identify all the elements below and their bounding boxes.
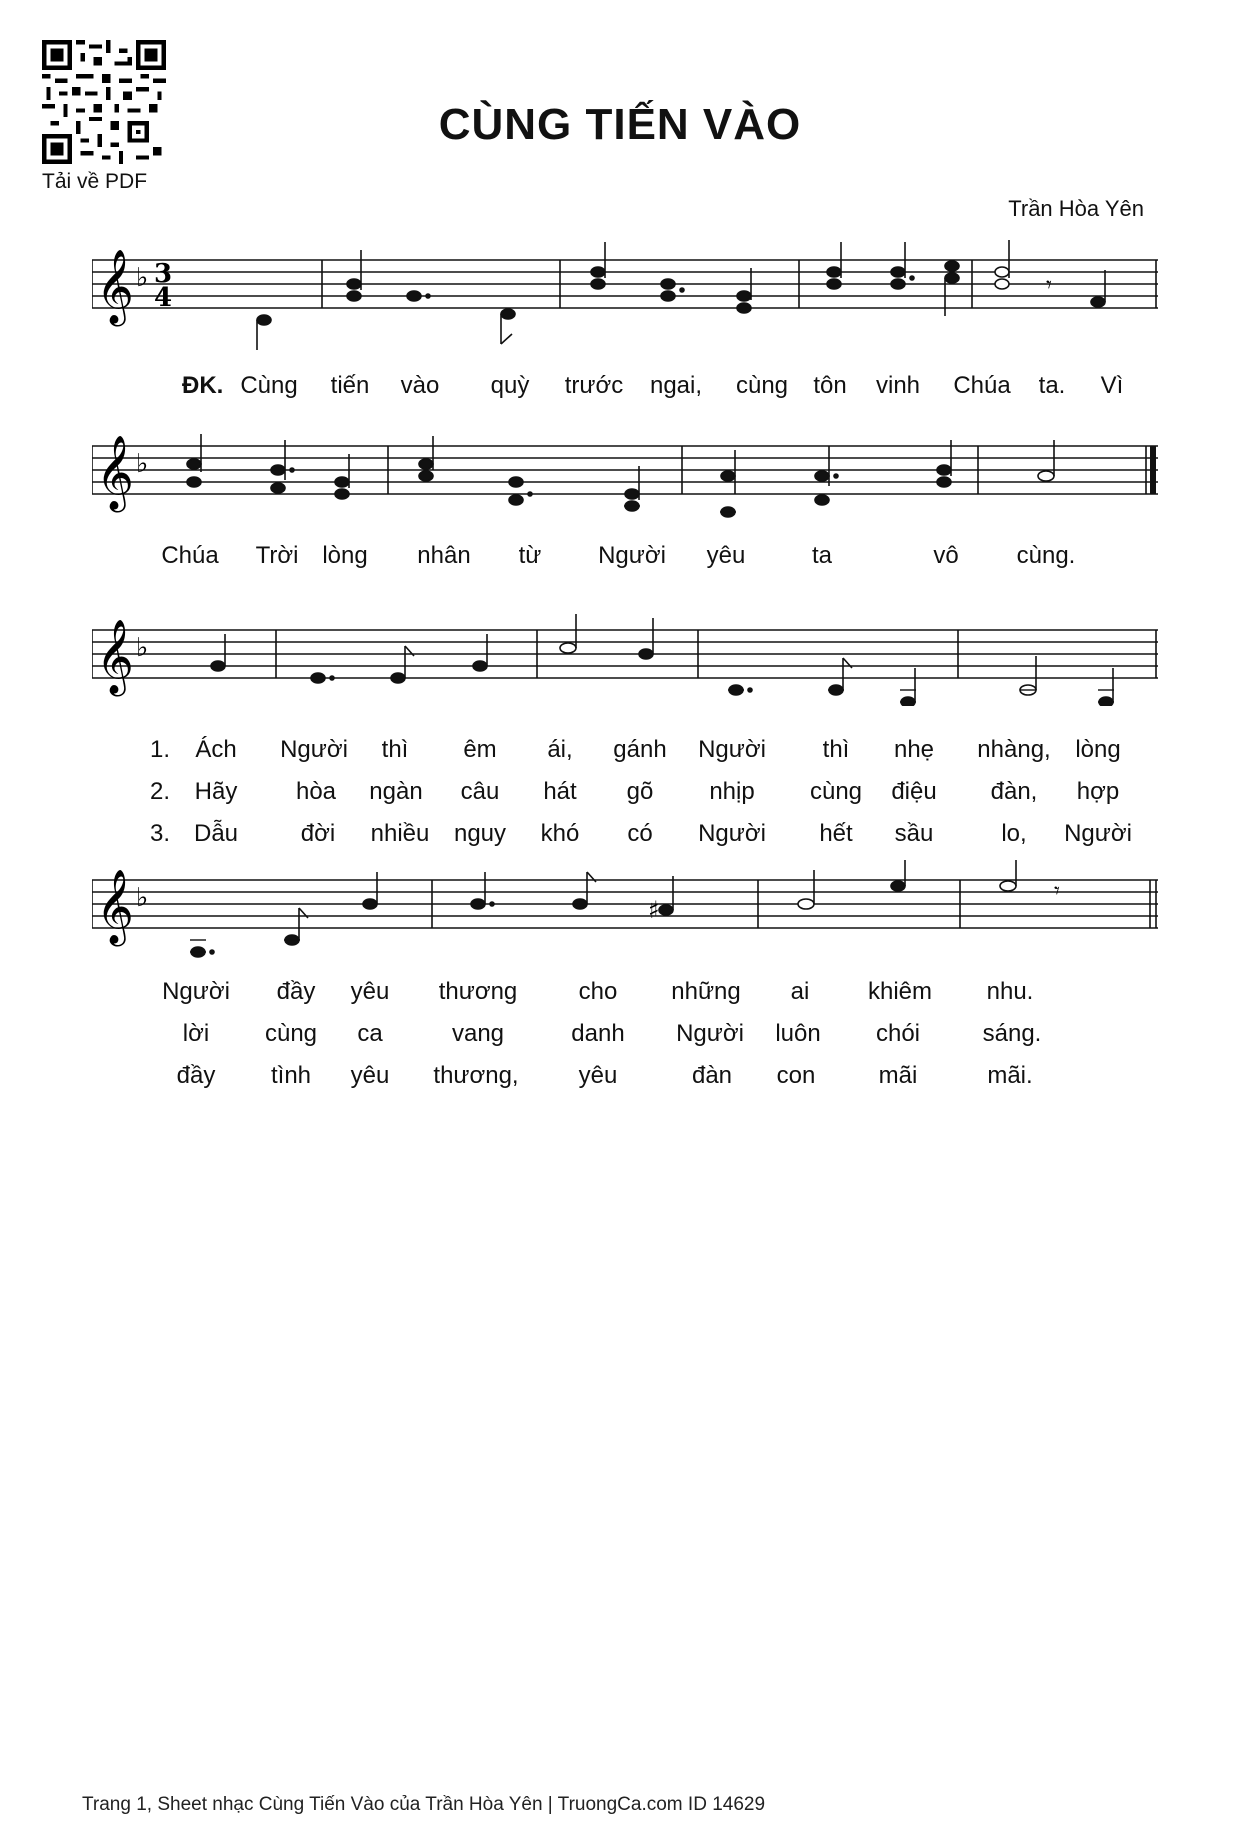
song-title: CÙNG TIẾN VÀO: [438, 100, 802, 149]
lyric-word: Trời: [255, 542, 299, 569]
verse-lyrics-2-line2: [0, 1020, 1240, 1050]
lyric-word: Người: [598, 542, 666, 569]
treble-clef: 𝄞: [96, 620, 134, 694]
lyric-word: lòng: [1075, 736, 1121, 763]
lyric-word: có: [627, 820, 653, 847]
verse-number: 2.: [149, 778, 171, 805]
lyric-word: yêu: [350, 978, 390, 1005]
download-pdf-label[interactable]: Tải về PDF: [42, 170, 148, 193]
lyric-word: cùng: [809, 778, 863, 805]
lyric-word: Chúa: [953, 372, 1011, 399]
treble-clef: 𝄞: [96, 250, 134, 324]
lyric-word: đàn: [691, 1062, 733, 1089]
treble-clef: 𝄞: [96, 436, 134, 510]
page-footer: Trang 1, Sheet nhạc Cùng Tiến Vào của Trần Hòa Yên | TruongCa.com ID 14629: [82, 1794, 766, 1815]
treble-clef: 𝄞: [96, 870, 134, 944]
sharp-sign: ♯: [648, 896, 660, 924]
lyric-word: thương: [438, 978, 518, 1005]
lyric-word: nhiều: [370, 820, 430, 847]
lyric-word: chói: [875, 1020, 921, 1047]
verse-number: 3.: [149, 820, 171, 847]
lyric-word: lời: [182, 1020, 210, 1047]
lyric-word: Người: [676, 1020, 744, 1047]
music-staff: [92, 240, 1158, 360]
lyric-word: hết: [819, 820, 853, 847]
verse-lyrics-3-line2: [0, 1062, 1240, 1092]
lyric-word: tình: [270, 1062, 312, 1089]
lyric-word: Người: [162, 978, 230, 1005]
lyric-word: tiến: [330, 372, 370, 399]
lyric-word: thì: [381, 736, 409, 763]
lyric-word: cùng: [735, 372, 789, 399]
final-barline: [1150, 446, 1156, 494]
lyric-word: hợp: [1076, 778, 1120, 805]
lyric-word: từ: [518, 542, 542, 569]
lyric-word: danh: [571, 1020, 625, 1047]
lyric-word: ngàn: [369, 778, 423, 805]
lyric-word: mãi: [878, 1062, 918, 1089]
lyric-word: nhàng,: [977, 736, 1051, 763]
lyric-word: sáng.: [982, 1020, 1042, 1047]
staff-system-1: [92, 240, 1158, 360]
lyric-word: khó: [540, 820, 580, 847]
lyric-word: ta: [811, 542, 833, 569]
lyric-word: Người: [280, 736, 348, 763]
lyric-word: Người: [698, 736, 766, 763]
lyric-word: Người: [1064, 820, 1132, 847]
lyric-word: nhu.: [986, 978, 1034, 1005]
lyric-word: Chúa: [161, 542, 219, 569]
lyric-word: ngai,: [649, 372, 703, 399]
refrain-lyrics-2: [0, 542, 1240, 572]
lyric-word: vô: [933, 542, 959, 569]
eighth-rest: 𝄾: [1046, 273, 1052, 298]
lyric-word: hòa: [295, 778, 337, 805]
lyric-word: nhân: [417, 542, 471, 569]
lyric-word: lòng: [322, 542, 368, 569]
lyric-word: Dẫu: [193, 820, 239, 847]
lyric-word: hát: [543, 778, 577, 805]
lyric-word: yêu: [706, 542, 746, 569]
lyric-word: ta.: [1038, 372, 1066, 399]
lyric-word: êm: [463, 736, 497, 763]
lyric-word: sầu: [894, 820, 934, 847]
lyric-word: yêu: [350, 1062, 390, 1089]
lyric-word: con: [776, 1062, 816, 1089]
lyric-word: nhịp: [709, 778, 755, 805]
lyric-word: những: [671, 978, 741, 1005]
lyric-word: gánh: [613, 736, 667, 763]
lyric-word: ai: [790, 978, 810, 1005]
lyric-word: ái,: [547, 736, 573, 763]
lyric-word: ca: [357, 1020, 383, 1047]
lyric-word: nguy: [453, 820, 507, 847]
lyric-word: gõ: [626, 778, 654, 805]
lyric-word: vào: [400, 372, 440, 399]
lyric-word: lo,: [1001, 820, 1027, 847]
lyric-word: vinh: [875, 372, 921, 399]
staff-system-2: [92, 410, 1158, 530]
time-signature-bottom: 4: [154, 283, 173, 313]
refrain-lyrics-1: [0, 372, 1240, 402]
lyric-word: yêu: [578, 1062, 618, 1089]
lyric-word: đầy: [276, 978, 316, 1005]
music-staff: [92, 860, 1158, 970]
lyric-word: mãi.: [987, 1062, 1033, 1089]
flat-sign: ♭: [136, 883, 149, 913]
flat-sign: ♭: [136, 633, 149, 663]
lyric-word: thì: [822, 736, 850, 763]
staff-system-4: [92, 860, 1158, 970]
staff-system-3: [92, 596, 1158, 706]
verse-lyrics-1-line2: [0, 978, 1240, 1008]
verse-number: 1.: [149, 736, 171, 763]
verse-lyrics-3-line1: [0, 820, 1240, 850]
flat-sign: ♭: [136, 449, 149, 479]
lyric-word: đời: [300, 820, 336, 847]
lyric-word: trước: [564, 372, 624, 399]
lyric-word: tôn: [813, 372, 847, 399]
lyric-word: thương,: [433, 1062, 519, 1089]
lyric-word: Ách: [195, 736, 237, 763]
lyric-word: Người: [698, 820, 766, 847]
lyric-word: quỳ: [490, 372, 530, 399]
refrain-label: ĐK.: [182, 372, 224, 399]
lyric-word: câu: [460, 778, 500, 805]
lyric-word: điệu: [891, 778, 937, 805]
lyric-word: cho: [578, 978, 618, 1005]
lyric-word: Cùng: [240, 372, 298, 399]
lyric-word: khiêm: [867, 978, 933, 1005]
verse-lyrics-1-line1: [0, 736, 1240, 766]
lyric-word: đàn,: [990, 778, 1038, 805]
time-signature-top: 3: [154, 259, 173, 289]
lyric-word: nhẹ: [893, 736, 935, 763]
lyric-word: Hãy: [194, 778, 238, 805]
composer-name: Trần Hòa Yên: [1008, 196, 1144, 221]
lyric-word: cùng: [264, 1020, 318, 1047]
lyric-word: Vì: [1100, 372, 1124, 399]
lyric-word: luôn: [775, 1020, 821, 1047]
lyric-word: cùng.: [1016, 542, 1076, 569]
flat-sign: ♭: [136, 263, 149, 293]
verse-lyrics-2-line1: [0, 778, 1240, 808]
eighth-rest: 𝄾: [1054, 879, 1060, 904]
lyric-word: vang: [451, 1020, 505, 1047]
music-staff: [92, 410, 1158, 530]
lyric-word: đầy: [176, 1062, 216, 1089]
music-staff: [92, 596, 1158, 706]
